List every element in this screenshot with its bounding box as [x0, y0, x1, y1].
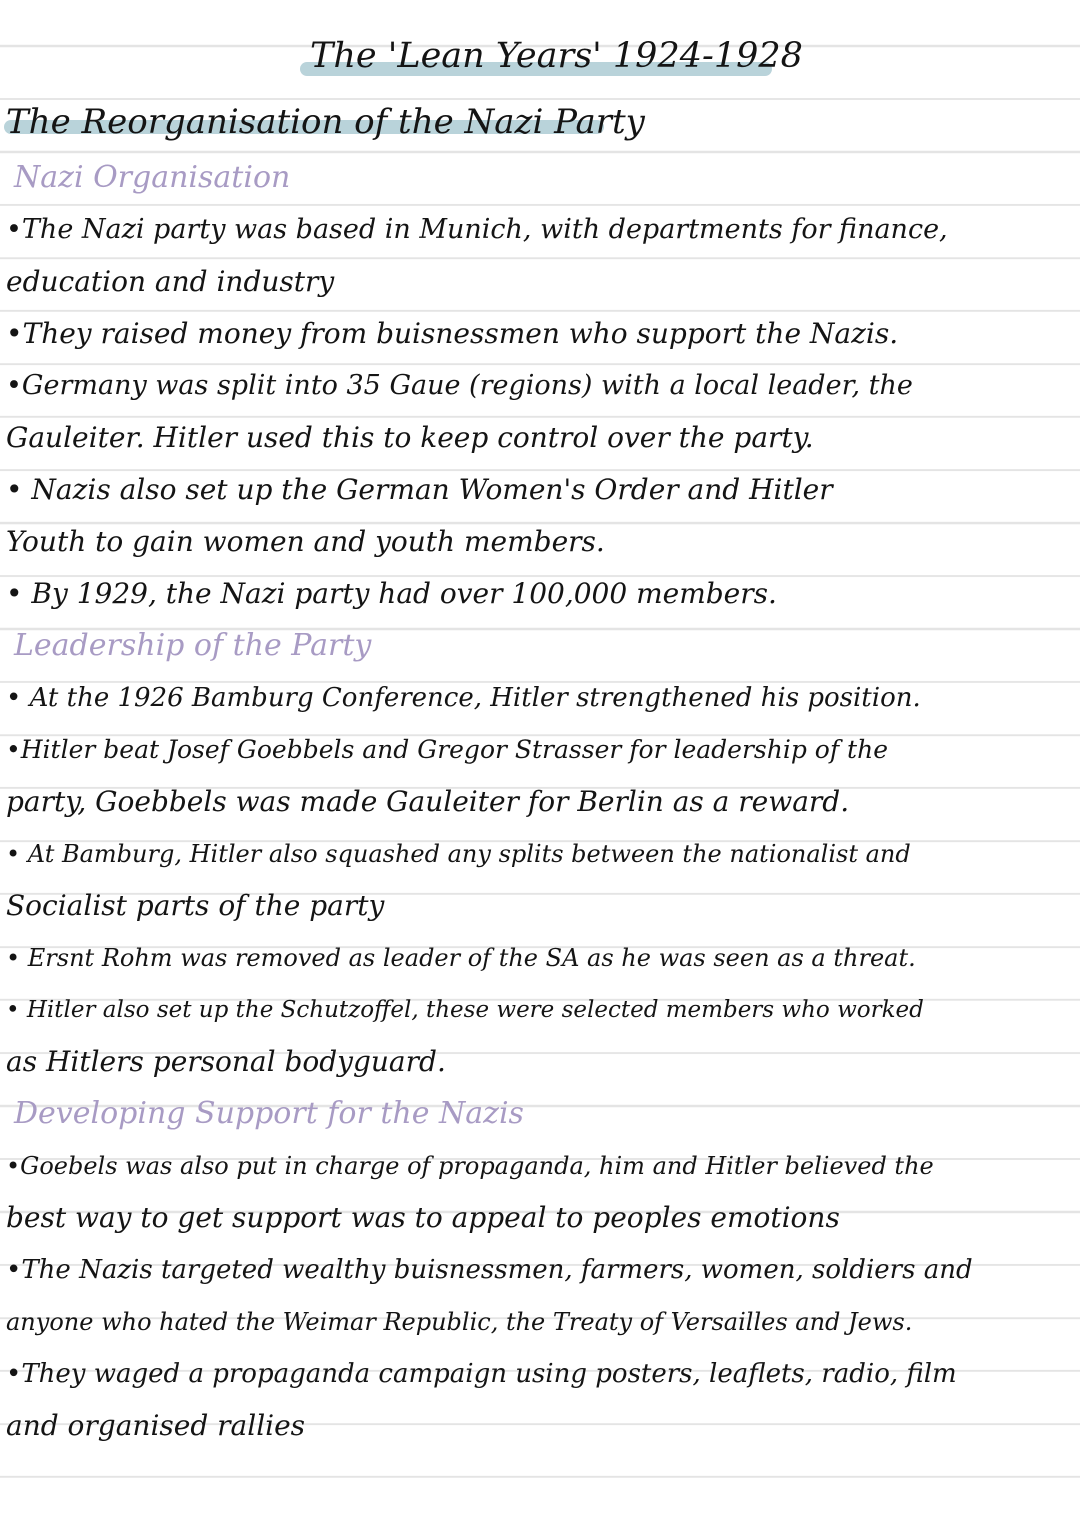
- text-line: •Hitler beat Josef Goebbels and Gregor Strasser for leadership of the: [6, 735, 888, 764]
- text-line: •The Nazi party was based in Munich, with departments for finance,: [6, 214, 948, 245]
- text-line: •Goebels was also put in charge of propaganda, him and Hitler believed the: [6, 1152, 934, 1180]
- text-line: • At the 1926 Bamburg Conference, Hitler strengthened his position.: [6, 683, 921, 713]
- text-line: • Nazis also set up the German Women's Order and Hitler: [6, 473, 833, 506]
- text-line: •They waged a propaganda campaign using posters, leaflets, radio, film: [6, 1359, 957, 1389]
- subheading-nazi-organisation: Nazi Organisation: [14, 160, 291, 195]
- section-heading: The Reorganisation of the Nazi Party: [6, 102, 645, 142]
- text-line: • Ersnt Rohm was removed as leader of the SA as he was seen as a threat.: [6, 944, 916, 972]
- text-line: Socialist parts of the party: [6, 889, 385, 922]
- text-line: party, Goebbels was made Gauleiter for Berlin as a reward.: [6, 785, 850, 818]
- text-line: best way to get support was to appeal to peoples emotions: [6, 1201, 840, 1234]
- text-line: Youth to gain women and youth members.: [6, 525, 605, 558]
- page-title: The 'Lean Years' 1924-1928: [310, 36, 803, 76]
- text-line: anyone who hated the Weimar Republic, the Treaty of Versailles and Jews.: [6, 1308, 913, 1336]
- text-line: •The Nazis targeted wealthy buisnessmen, farmers, women, soldiers and: [6, 1255, 973, 1285]
- text-line: • At Bamburg, Hitler also squashed any splits between the nationalist and: [6, 840, 911, 868]
- text-line: and organised rallies: [6, 1409, 306, 1442]
- text-line: • By 1929, the Nazi party had over 100,000 members.: [6, 577, 777, 610]
- text-line: education and industry: [6, 265, 335, 298]
- text-line: • Hitler also set up the Schutzoffel, these were selected members who worked: [6, 997, 924, 1023]
- text-line: as Hitlers personal bodyguard.: [6, 1045, 446, 1078]
- text-line: •They raised money from buisnessmen who support the Nazis.: [6, 317, 899, 350]
- text-line: Gauleiter. Hitler used this to keep control over the party.: [6, 421, 814, 454]
- text-line: •Germany was split into 35 Gaue (regions) with a local leader, the: [6, 370, 913, 401]
- subheading-developing-support: Developing Support for the Nazis: [14, 1096, 524, 1131]
- subheading-leadership: Leadership of the Party: [14, 628, 372, 663]
